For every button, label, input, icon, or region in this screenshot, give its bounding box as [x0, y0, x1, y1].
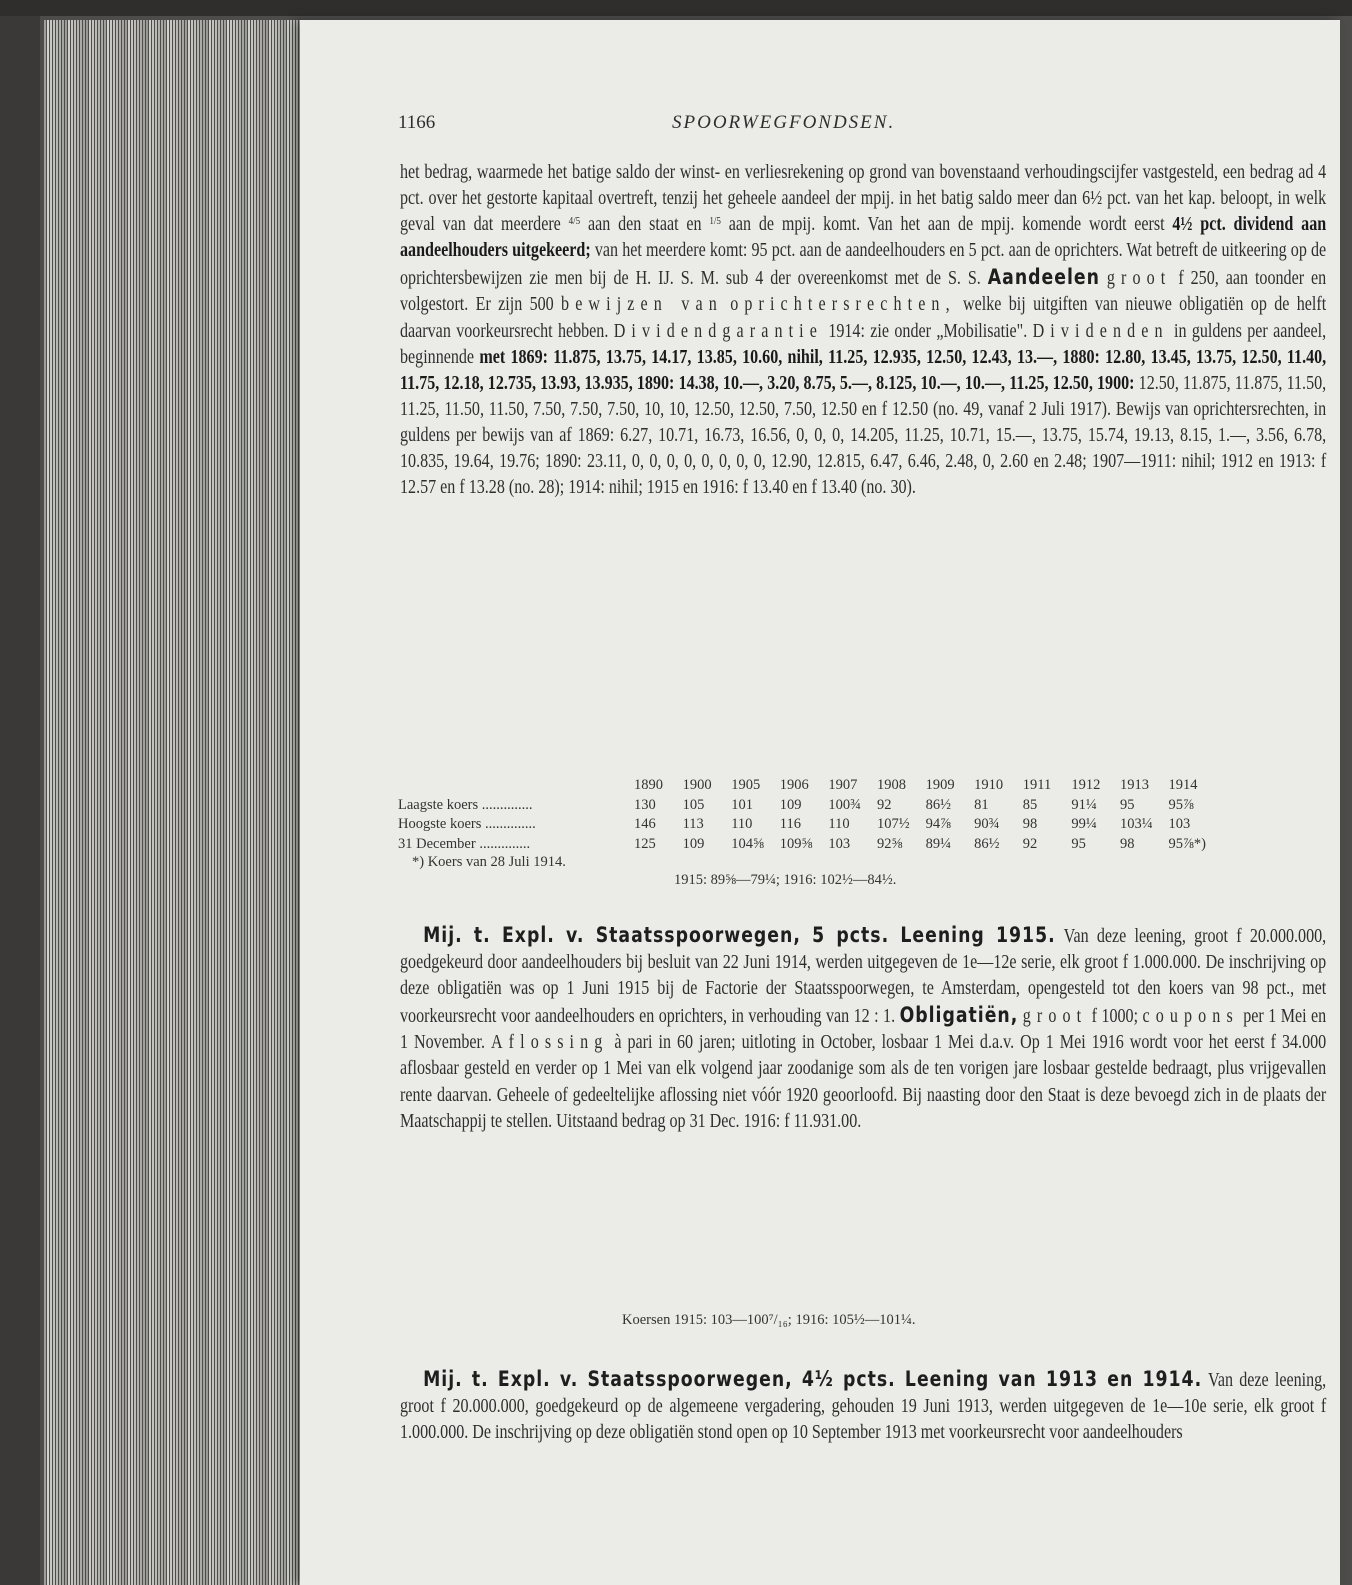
text-run: in guldens per aandeel, beginnende: [400, 320, 1327, 368]
page-leaf-edge: [293, 20, 295, 1585]
price-cell: 90¾: [974, 816, 1000, 833]
price-cell: 81: [974, 796, 989, 813]
price-cell: 105: [682, 796, 705, 813]
page-leaf-edge: [290, 20, 292, 1585]
price-cell: 116: [779, 816, 801, 833]
page-leaf-edge: [80, 20, 82, 1585]
fraction: 4/5: [568, 215, 581, 228]
page-leaf-edge: [278, 20, 280, 1585]
page-leaf-edge: [104, 20, 106, 1585]
spaced-word-dividenden: Dividenden: [1032, 320, 1169, 342]
year-cell: 1906: [779, 777, 809, 794]
page-leaf-edge: [83, 20, 85, 1585]
page-leaf-edge: [254, 20, 256, 1585]
page-leaf-edge: [200, 20, 202, 1585]
koersen-line: 1915: 89⅝—79¼; 1916: 102½—84½.: [674, 872, 897, 888]
text-run: Van deze leening, groot f 20.000.000, goedgekeurd door aandeelhouders bij besluit van 22 Juni 1914, werden uitgegeven de 1e—12e serie, elk groot f 1.000.000. De inschrijving op deze obligatiën was op 1 Juni 1915 bij de Factorie der Staatsspoorwegen, te Amsterdam, opengesteld tot den koers van 98 pct., met voorkeursrecht voor aandeelhouders en oprichters, in verhouding van 12 : 1.: [400, 926, 1327, 1028]
bold-dividend-clause: 4½ pct. dividend aan aandeelhouders uitgekeerd;: [400, 214, 1327, 262]
section-heading-leening-1915: Mij. t. Expl. v. Staatsspoorwegen, 5 pcts. Leening 1915.: [423, 923, 1056, 947]
spaced-word-bewijzen: bewijzen van: [561, 294, 723, 316]
page-leaf-edge: [113, 20, 115, 1585]
text-run: 1914: zie onder „Mobilisatie".: [822, 320, 1033, 342]
price-cell: 125: [634, 835, 656, 852]
page-leaf-edge: [263, 20, 265, 1585]
page-leaf-edge: [122, 20, 124, 1585]
text-run: Van deze leening, groot f 20.000.000, goedgekeurd op de algemeene vergadering, gehouden 19 Juni 1913, werden uitgegeven de 1e—10e serie, elk groot f 1.000.000. De inschrijving op deze obligatiën stond open op 10 September 1913 met voorkeursrecht voor aandeelhouders: [400, 1370, 1327, 1444]
text-run: f 250, aan toonder en volgestort. Er zijn 500: [400, 268, 1327, 316]
page-leaf-edge: [224, 20, 226, 1585]
page-leaf-edge: [173, 20, 175, 1585]
page-leaf-edge: [137, 20, 139, 1585]
price-cell: 94⅞: [925, 816, 951, 833]
page-leaf-edge: [152, 20, 154, 1585]
price-table: [398, 776, 1217, 854]
page-leaf-edge: [149, 20, 151, 1585]
page-leaf-edge: [179, 20, 181, 1585]
page-leaf-edge: [98, 20, 100, 1585]
price-cell: 130: [634, 796, 656, 813]
page-leaf-edge: [167, 20, 169, 1585]
price-cell: 101: [731, 796, 753, 813]
price-cell: 95⅞: [1168, 796, 1194, 813]
spaced-word-dividendgarantie: Dividendgarantie: [613, 320, 823, 342]
page-leaf-edge: [242, 20, 244, 1585]
page-leaf-edge: [95, 20, 97, 1585]
page-leaf-edge: [89, 20, 91, 1585]
price-cell: 109: [779, 796, 802, 813]
page-leaf-edge: [230, 20, 232, 1585]
price-cell: 95: [1119, 796, 1135, 813]
page-leaf-edge: [170, 20, 172, 1585]
page-leaf-edge: [116, 20, 118, 1585]
section-heading-aandeelen: Aandeelen: [987, 265, 1100, 290]
price-cell: 98: [1119, 835, 1135, 852]
page-leaf-edge: [266, 20, 268, 1585]
page-leaf-edge: [53, 20, 55, 1585]
page-leaf-edge: [212, 20, 214, 1585]
page-leaf-edge: [134, 20, 136, 1585]
price-cell: 146: [634, 816, 656, 833]
price-cell: 91¼: [1071, 796, 1097, 813]
page-leaf-edge: [47, 20, 49, 1585]
price-cell: 89¼: [925, 835, 951, 852]
row-label: Laagste koers ..............: [398, 796, 533, 813]
price-cell: 113: [682, 816, 704, 833]
page-leaf-edge: [158, 20, 160, 1585]
page-leaf-edge: [77, 20, 79, 1585]
text-run: het bedrag, waarmede het batige saldo der winst- en verliesrekening op grond van bovenstaand verhoudingscijfer vastgesteld, een bedrag ad 4 pct. over het gestorte kapitaal overtreft, tenzij het geheele aandeel der mpij. in het batig saldo meer dan 6½ pct. van het kap. beloopt, in welk geval van dat meerdere: [400, 162, 1327, 236]
page-leaf-edge: [251, 20, 253, 1585]
spaced-word-coupons: coupons: [1142, 1006, 1239, 1028]
price-cell: 85: [1022, 796, 1038, 813]
year-cell: 1900: [682, 777, 712, 794]
page-leaf-edge: [68, 20, 70, 1585]
paragraph-leening-1913: [400, 1366, 1326, 1446]
price-cell: 109: [682, 835, 705, 852]
spaced-word-aflossing: Aflossing: [490, 1032, 609, 1054]
page-leaf-edge: [281, 20, 283, 1585]
year-cell: 1890: [634, 777, 663, 794]
page-leaf-edge: [107, 20, 109, 1585]
page-leaf-edge: [92, 20, 94, 1585]
paragraph-statutes: [400, 160, 1326, 501]
page-leaf-edge: [203, 20, 205, 1585]
page-leaf-edge: [284, 20, 286, 1585]
page-leaf-edge: [50, 20, 52, 1585]
page-leaf-edge: [227, 20, 229, 1585]
year-cell: 1910: [974, 777, 1004, 794]
page-leaf-edge: [233, 20, 235, 1585]
page-leaf-edge: [161, 20, 163, 1585]
running-head: SPOORWEGFONDSEN.: [672, 112, 896, 133]
book-page: [300, 20, 1340, 1585]
page-leaf-edge: [86, 20, 88, 1585]
year-cell: 1912: [1071, 777, 1101, 794]
table-row: [398, 835, 1217, 855]
text-run: f 1000;: [1087, 1006, 1143, 1028]
section-heading-obligatien: Obligatiën,: [899, 1003, 1019, 1028]
page-leaf-edge: [44, 20, 46, 1585]
page-leaf-edge: [164, 20, 166, 1585]
price-cell: 103: [828, 835, 851, 852]
row-label: Hoogste koers ..............: [398, 816, 536, 833]
page-leaf-edge: [275, 20, 277, 1585]
price-cell: 98: [1022, 816, 1038, 833]
year-cell: 1909: [925, 777, 955, 794]
page-leaf-edge: [296, 20, 298, 1585]
text-run: à pari in 60 jaren; uitloting in October, losbaar 1 Mei d.a.v. Op 1 Mei 1916 wordt voor het eerst f 34.000 aflosbaar gesteld en verder op 1 Mei van elk volgend jaar zoodanige som als de ten vorigen jare losbaar gestelde bedraagt, plus vrijgevallen rente daarvan. Geheele of gedeeltelijke aflossing niet vóór 1920 geoorloofd. Bij naasting door den Staat is deze bevoegd zich in de plaats der Maatschappij te stellen. Uitstaand bedrag op 31 Dec. 1916: f 11.931.00.: [400, 1032, 1327, 1132]
page-leaf-edge: [128, 20, 130, 1585]
text-run: van het meerdere komt: 95 pct. aan de aandeelhouders en 5 pct. aan de oprichters. Wat betreft de uitkeering op de oprichtersbewijzen zie men bij de H. IJ. S. M. sub 4 der overeenkomst met de S. S.: [400, 240, 1327, 290]
price-cell: 110: [731, 816, 753, 833]
price-cell: 103¼: [1119, 816, 1153, 833]
text-run: 12.50, 11.875, 11.875, 11.50, 11.25, 11.50, 11.50, 7.50, 7.50, 7.50, 10, 10, 12.50, 12.50, 7.50, 12.50 en f 12.50 (no. 49, vanaf 2 Juli 1917). Bewijs van oprichtersrechten, in guldens per bewijs van af 1869: 6.27, 10.71, 16.73, 16.56, 0, 0, 0, 14.205, 11.25, 10.71, 15.—, 13.75, 15.74, 19.13, 8.15, 1.—, 3.56, 6.78, 10.835, 19.64, 19.76; 1890: 23.11, 0, 0, 0, 0, 0, 0, 0, 0, 12.90, 12.815, 6.47, 6.46, 2.48, 0, 2.60 en 2.48; 1907—1911: nihil; 1912 en 1913: f 12.57 en f 13.28 (no. 28); 1914: nihil; 1915 en 1916: f 13.40 en f 13.40 (no. 30).: [400, 372, 1327, 499]
spaced-word-groot: groot: [1022, 1006, 1088, 1028]
price-cell: 86½: [925, 796, 951, 813]
text-run: welke bij uitgiften van nieuwe obligatiën op de helft daarvan voorkeursrecht hebben.: [400, 294, 1327, 342]
page-leaf-edge: [221, 20, 223, 1585]
year-cell: 1914: [1168, 777, 1198, 794]
paragraph-leening-1915: [400, 922, 1326, 1135]
page-leaf-edge: [143, 20, 145, 1585]
page-leaf-edge: [257, 20, 259, 1585]
page-leaf-edge: [215, 20, 217, 1585]
page-leaf-edge: [71, 20, 73, 1585]
page-leaf-edge: [56, 20, 58, 1585]
page-leaf-edge: [206, 20, 208, 1585]
table-footnote: *) Koers van 28 Juli 1914.: [412, 854, 566, 870]
page-leaf-edge: [110, 20, 112, 1585]
text-run: aan den staat en: [580, 214, 710, 236]
koersen-line: Koersen 1915: 103—100⁷/₁₆; 1916: 105½—101¼.: [622, 1312, 916, 1328]
page-leaf-edge: [191, 20, 193, 1585]
page-leaf-edge: [59, 20, 61, 1585]
page-leaf-edge: [245, 20, 247, 1585]
page-leaf-edge: [74, 20, 76, 1585]
price-cell: 86½: [974, 835, 1000, 852]
page-leaf-edge: [65, 20, 67, 1585]
page-leaf-edge: [248, 20, 250, 1585]
bold-dividend-sequence: met 1869: 11.875, 13.75, 14.17, 13.85, 10.60, nihil, 11.25, 12.935, 12.50, 12.43, 13.—, 1880: 12.80, 13.45, 13.75, 12.50, 11.40, 11.75, 12.18, 12.735, 13.93, 13.935, 1890: 14.38, 10.—, 3.20, 8.75, 5.—, 8.125, 10.—, 10.—, 11.25, 12.50, 1900:: [400, 346, 1327, 394]
text-run: aan de mpij. komt. Van het aan de mpij. komende wordt eerst: [720, 214, 1173, 236]
price-cell: 95: [1071, 835, 1086, 852]
price-cell: 109⅝: [779, 835, 813, 852]
page-leaf-edge: [269, 20, 271, 1585]
page-leaf-edge: [185, 20, 187, 1585]
page-number: 1166: [398, 112, 436, 133]
price-cell: 95⅞*): [1168, 835, 1206, 852]
text-run: per 1 Mei en 1 November.: [400, 1006, 1327, 1054]
price-cell: 107½: [876, 816, 910, 833]
page-leaf-edge: [62, 20, 64, 1585]
page-leaf-edge: [218, 20, 220, 1585]
price-cell: 100¾: [828, 796, 861, 813]
year-cell: 1907: [828, 777, 858, 794]
page-leaf-edge: [272, 20, 274, 1585]
page-leaf-edge: [188, 20, 190, 1585]
spaced-word-oprichtersrechten: oprichtersrechten,: [730, 294, 956, 316]
row-label: 31 December ..............: [398, 835, 531, 852]
fraction: 1/5: [709, 215, 721, 228]
price-cell: 103: [1168, 816, 1191, 833]
page-leaf-edge: [287, 20, 289, 1585]
table-header-row: [398, 776, 1217, 796]
price-cell: 110: [828, 816, 850, 833]
year-cell: 1908: [876, 777, 906, 794]
page-leaf-edge: [194, 20, 196, 1585]
page-leaf-edge: [140, 20, 142, 1585]
year-cell: 1905: [731, 777, 761, 794]
page-leaf-edge: [197, 20, 199, 1585]
section-heading-leening-1913: Mij. t. Expl. v. Staatsspoorwegen, 4½ pcts. Leening van 1913 en 1914.: [423, 1367, 1203, 1391]
page-leaf-edge: [119, 20, 121, 1585]
table-row: [398, 796, 1217, 816]
price-cell: 99¼: [1071, 816, 1097, 833]
year-cell: 1913: [1119, 777, 1149, 794]
page-leaf-edge: [176, 20, 178, 1585]
page-leaf-edge: [125, 20, 127, 1585]
price-cell: 92⅝: [876, 835, 903, 852]
page-leaf-edge: [101, 20, 103, 1585]
page-leaf-edge: [182, 20, 184, 1585]
price-cell: 104⅝: [731, 835, 764, 852]
price-cell: 92: [876, 796, 892, 813]
page-leaf-edge: [131, 20, 133, 1585]
page-leaf-edge: [239, 20, 241, 1585]
page-leaf-edge: [209, 20, 211, 1585]
page-leaf-edge: [146, 20, 148, 1585]
page-leaf-edge: [155, 20, 157, 1585]
table-row: [398, 815, 1217, 835]
page-leaf-edge: [260, 20, 262, 1585]
page-leaf-edge: [236, 20, 238, 1585]
price-cell: 92: [1022, 835, 1038, 852]
year-cell: 1911: [1022, 777, 1052, 794]
spaced-word-groot: groot: [1106, 268, 1172, 290]
